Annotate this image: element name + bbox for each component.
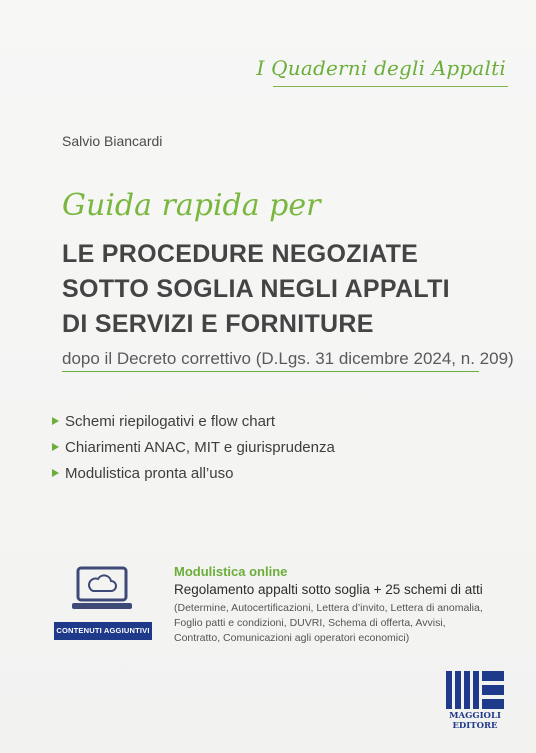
- online-detail-line: Contratto, Comunicazioni agli operatori economici): [174, 632, 410, 644]
- title-line-3: DI SERVIZI E FORNITURE: [62, 310, 374, 338]
- laptop-cloud-icon: [72, 565, 132, 615]
- publisher-logo: [441, 671, 509, 733]
- feature-list: [52, 408, 335, 486]
- subtitle-underline: [62, 371, 479, 372]
- online-main-text: Regolamento appalti sotto soglia + 25 schemi di atti: [174, 582, 483, 597]
- publisher-name: [441, 711, 509, 731]
- triangle-bullet-icon: [52, 417, 59, 425]
- additional-content-badge: CONTENUTI AGGIUNTIVI: [54, 622, 152, 640]
- online-detail-line: (Determine, Autocertificazioni, Lettera d’invito, Lettera di anomalia,: [174, 602, 483, 614]
- feature-text: Chiarimenti ANAC, MIT e giurisprudenza: [65, 438, 335, 456]
- title-line-1: LE PROCEDURE NEGOZIATE: [62, 240, 419, 268]
- publisher-line-2: EDITORE: [452, 721, 498, 731]
- feature-text: Modulistica pronta all’uso: [65, 464, 234, 482]
- feature-item: [52, 434, 335, 460]
- triangle-bullet-icon: [52, 443, 59, 451]
- feature-item: [52, 460, 335, 486]
- maggioli-logo-icon: [446, 671, 504, 709]
- title-line-2: SOTTO SOGLIA NEGLI APPALTI: [62, 275, 450, 303]
- feature-item: [52, 408, 335, 434]
- series-underline: [273, 86, 508, 87]
- online-title: Modulistica online: [174, 564, 288, 579]
- online-details: [174, 601, 494, 646]
- triangle-bullet-icon: [52, 469, 59, 477]
- feature-text: Schemi riepilogativi e flow chart: [65, 412, 276, 430]
- subtitle: dopo il Decreto correttivo (D.Lgs. 31 dicembre 2024, n. 209): [62, 349, 514, 368]
- author-name: Salvio Biancardi: [62, 133, 163, 149]
- publisher-line-1: MAGGIOLI: [449, 711, 501, 721]
- series-name: I Quaderni degli Appalti: [256, 56, 506, 80]
- online-detail-line: Foglio patti e condizioni, DUVRI, Schema di offerta, Avvisi,: [174, 617, 446, 629]
- title-lead: Guida rapida per: [62, 188, 321, 223]
